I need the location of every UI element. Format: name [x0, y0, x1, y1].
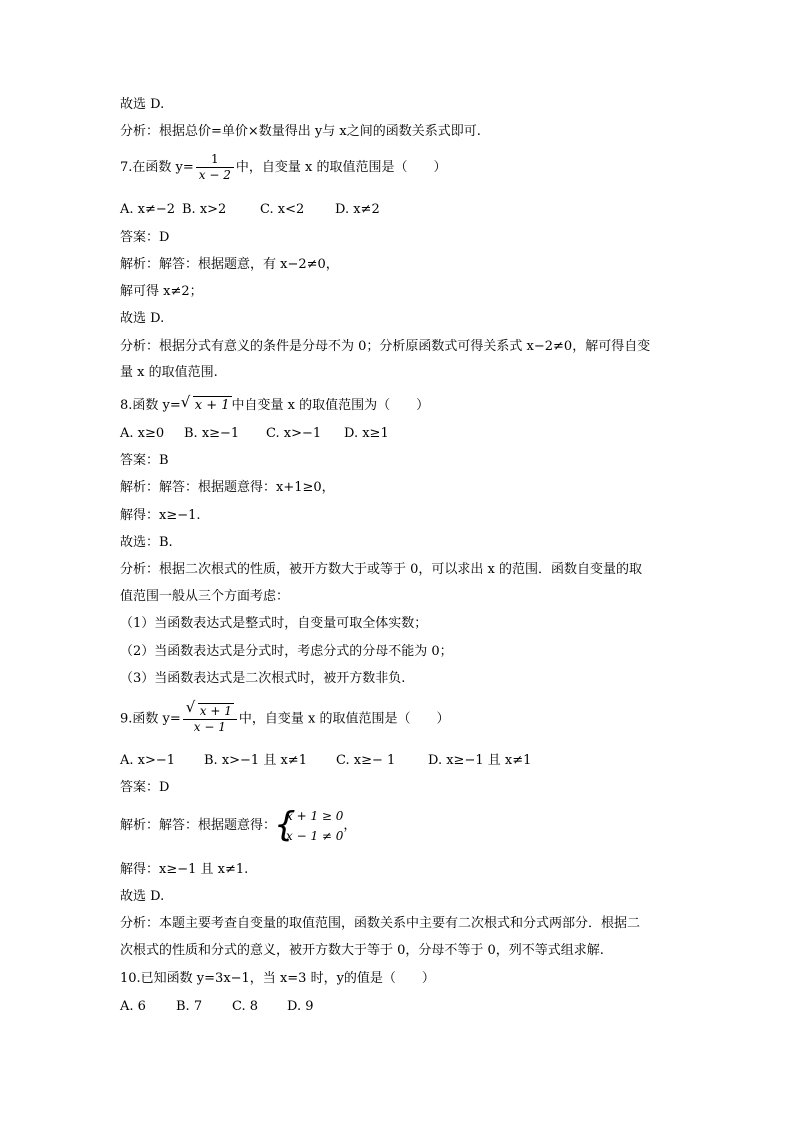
q9-frac-numerator	[183, 698, 237, 719]
radical-sign-icon: √	[185, 698, 196, 716]
q8-stem-suffix: 中自变量 x 的取值范围为（ ）	[231, 398, 430, 413]
q7-solution-1: 解析：解答：根据题意，有 x−2≠0，	[120, 257, 339, 272]
q8-point-1: （1）当函数表达式是整式时，自变量可取全体实数；	[120, 616, 428, 631]
q7-option-c: C. x<2	[260, 202, 305, 217]
q10-option-b: B. 7	[176, 999, 203, 1014]
q8-option-a: A. x≥0	[120, 426, 165, 441]
q8-analysis-2: 值范围一般从三个方面考虑：	[120, 589, 290, 604]
radical-sign-icon: √	[180, 393, 191, 411]
q9-option-c: C. x≥− 1	[336, 753, 396, 768]
q9-system-row-2: x − 1 ≠ 0	[286, 829, 344, 843]
q9-solution-2: 解得：x≥−1 且 x≠1.	[120, 862, 249, 877]
q9-fraction	[183, 698, 237, 735]
q7-option-b: B. x>2	[182, 202, 227, 217]
q9-options	[120, 752, 531, 770]
q7-frac-numerator: 1	[211, 152, 219, 166]
q9-solution-1	[120, 806, 356, 846]
q7-answer: 答案：D	[120, 230, 170, 245]
q8-sqrt	[180, 393, 232, 415]
q9-analysis-1: 分析：本题主要考查自变量的取值范围，函数关系中主要有二次根式和分式两部分．根据二	[120, 916, 641, 931]
q9-system-row-1: x + 1 ≥ 0	[286, 809, 344, 823]
q7-option-a: A. x≠−2	[120, 202, 176, 217]
q8-option-c: C. x>−1	[266, 426, 322, 441]
q9-solution-prefix: 解析：解答：根据题意得：	[120, 818, 277, 833]
q7-stem-prefix: 7.在函数 y=	[120, 160, 194, 175]
q8-options	[120, 425, 389, 443]
q6-analysis: 分析：根据总价=单价×数量得出 y与 x之间的函数关系式即可.	[120, 124, 481, 139]
q8-option-b: B. x≥−1	[184, 426, 240, 441]
q9-sqrt	[185, 698, 234, 719]
q10-option-c: C. 8	[232, 999, 259, 1014]
left-brace-icon: {	[274, 805, 296, 845]
q8-option-d: D. x≥1	[344, 426, 389, 441]
q10-option-d: D. 9	[287, 999, 314, 1014]
q7-analysis-2: 量 x 的取值范围.	[120, 365, 218, 380]
q9-stem-prefix: 9.函数 y=	[120, 711, 181, 727]
q9-inequality-system	[276, 806, 343, 846]
q9-answer: 答案：D	[120, 780, 170, 795]
q9-frac-denominator: x − 1	[183, 719, 237, 735]
q9-choose: 故选 D.	[120, 889, 165, 904]
q8-point-2: （2）当函数表达式是分式时，考虑分式的分母不能为 0；	[120, 644, 453, 659]
q7-analysis-1: 分析：根据分式有意义的条件是分母不为 0；分析原函数式可得关系式 x−2≠0，解可得自变	[120, 339, 651, 354]
q7-stem-suffix: 中，自变量 x 的取值范围是（ ）	[235, 160, 447, 175]
q10-option-a: A. 6	[120, 999, 146, 1014]
q7-fraction	[196, 152, 234, 183]
q7-stem	[120, 152, 446, 183]
q8-stem	[120, 393, 430, 415]
q6-choose: 故选 D.	[120, 97, 165, 112]
q7-option-d: D. x≠2	[335, 202, 380, 217]
q7-frac-denominator: x − 2	[196, 167, 234, 183]
q8-solution-2: 解得：x≥−1.	[120, 508, 201, 523]
q7-options	[120, 201, 380, 219]
q8-answer: 答案：B	[120, 453, 169, 468]
q8-radicand: x + 1	[194, 398, 230, 413]
q9-stem-suffix: 中，自变量 x 的取值范围是（ ）	[238, 711, 450, 727]
q10-options	[120, 998, 314, 1016]
q9-analysis-2: 次根式的性质和分式的意义，被开方数大于等于 0，分母不等于 0，列不等式组求解.	[120, 943, 604, 958]
q8-solution-1: 解析：解答：根据题意得：x+1≥0，	[120, 480, 335, 495]
q9-stem	[120, 698, 450, 735]
q8-analysis-1: 分析：根据二次根式的性质，被开方数大于或等于 0，可以求出 x 的范围．函数自变量的取	[120, 562, 643, 577]
q10-stem: 10.已知函数 y=3x−1，当 x=3 时，y的值是（ ）	[120, 971, 435, 986]
q8-stem-prefix: 8.函数 y=	[120, 398, 181, 413]
q8-point-3: （3）当函数表达式是二次根式时，被开方数非负.	[120, 671, 406, 686]
q7-solution-2: 解可得 x≠2；	[120, 284, 203, 299]
q9-option-b: B. x>−1 且 x≠1	[204, 753, 307, 768]
q7-choose: 故选 D.	[120, 311, 165, 326]
q9-option-a: A. x>−1	[120, 753, 176, 768]
q8-choose: 故选：B.	[120, 535, 173, 550]
q9-option-d: D. x≥−1 且 x≠1	[428, 753, 532, 768]
q9-radicand: x + 1	[199, 704, 232, 718]
q9-system-suffix: ，	[343, 818, 357, 833]
